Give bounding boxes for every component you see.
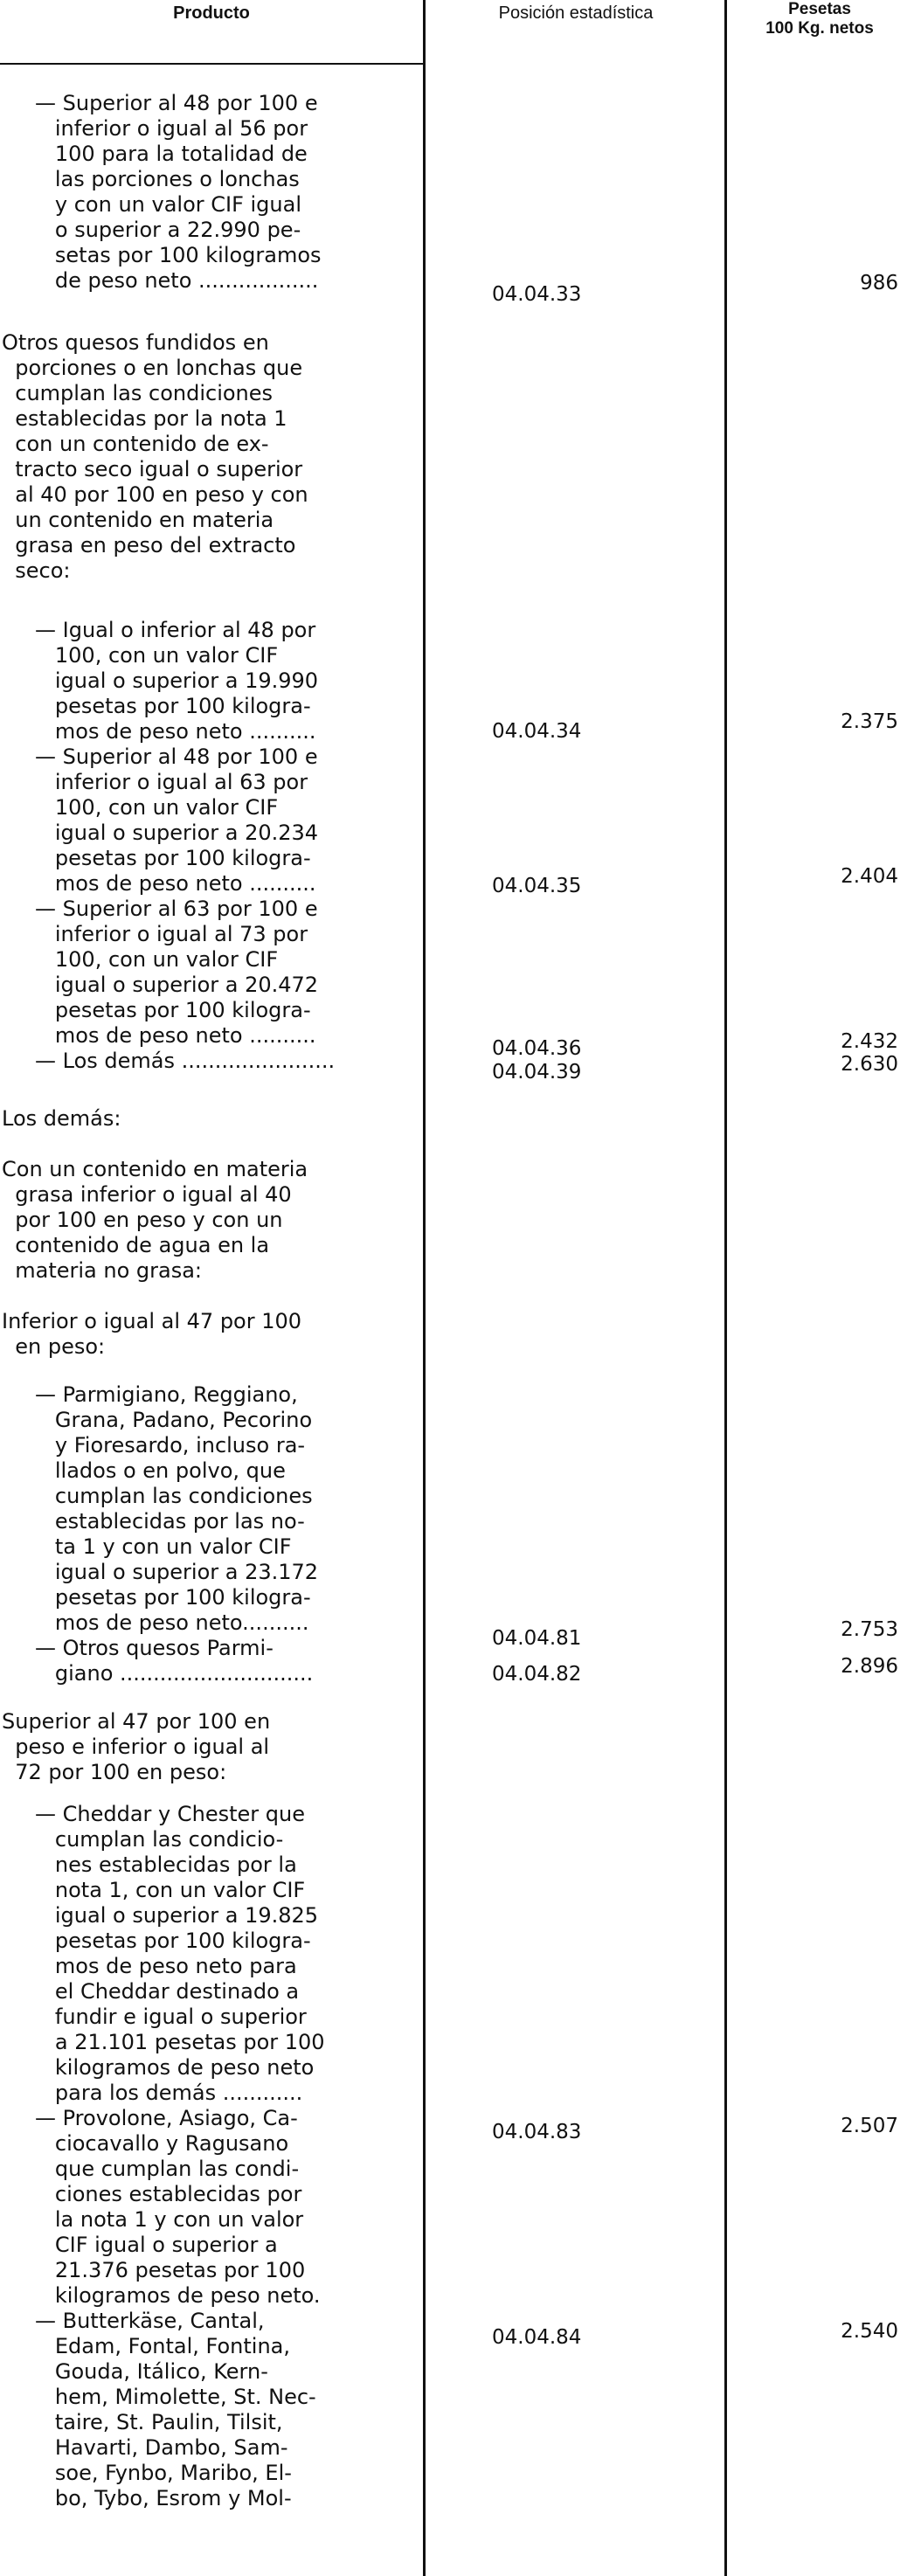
product-heading-otros-quesos-fundidos: Otros quesos fundidos en porciones o en lonchas que cumplan las condiciones establecidas por la nota 1 con un contenido de ex- tracto seco igual o superior al 40 por 100 en peso y con un contenido en materia grasa en peso del extracto seco: xyxy=(2,330,308,583)
price-value: 2.540 xyxy=(841,2320,898,2343)
product-desc-igual-inferior-48: — Igual o inferior al 48 por 100, con un valor CIF igual o superior a 19.990 pesetas por 100 kilogra- mos de peso neto .......... xyxy=(35,618,319,744)
product-desc-parmigiano-and-otros: — Parmigiano, Reggiano, Grana, Padano, Pecorino y Fioresardo, incluso ra- llados o en polvo, que cumplan las condiciones establecidas por las no- ta 1 y con un valor CIF igual o superior a 23.172 pesetas por 100 kilogra- mos de peso neto.......... — Otros quesos Parmi- giano ............................. xyxy=(35,1382,319,1686)
price-value: 2.507 xyxy=(841,2115,898,2137)
product-heading-superior-47-72: Superior al 47 por 100 en peso e inferior o igual al 72 por 100 en peso: xyxy=(2,1709,271,1784)
column-header-posicion: Posición estadística xyxy=(498,3,654,23)
product-heading-materia-grasa-40: Con un contenido en materia grasa inferior o igual al 40 por 100 en peso y con un contenido de agua en la materia no grasa: xyxy=(2,1157,308,1283)
position-code: 04.04.33 xyxy=(492,283,582,306)
position-code: 04.04.34 xyxy=(492,720,582,743)
pesetas-unit-label: 100 Kg. netos xyxy=(765,19,874,38)
position-code: 04.04.39 xyxy=(492,1061,582,1084)
column-header-producto: Producto xyxy=(173,3,250,23)
price-value: 2.753 xyxy=(841,1618,898,1641)
price-value: 2.404 xyxy=(841,865,898,888)
product-desc-superior-48-56: — Superior al 48 por 100 e inferior o igual al 56 por 100 para la totalidad de las porciones o lonchas y con un valor CIF igual o superior a 22.990 pe- setas por 100 kilogramos de peso neto .................. xyxy=(35,91,322,293)
price-value: 2.432 xyxy=(841,1030,898,1053)
product-desc-superior-48-63: — Superior al 48 por 100 e inferior o igual al 63 por 100, con un valor CIF igual o superior a 20.234 pesetas por 100 kilogra- mos de peso neto .......... xyxy=(35,744,319,896)
header-rule xyxy=(0,63,423,65)
product-heading-inferior-47: Inferior o igual al 47 por 100 en peso: xyxy=(2,1309,302,1359)
position-code: 04.04.84 xyxy=(492,2326,582,2349)
column-header-pesetas xyxy=(725,0,914,38)
product-desc-cheddar-provolone-butterkase: — Cheddar y Chester que cumplan las condicio- nes establecidas por la nota 1, con un valor CIF igual o superior a 19.825 pesetas por 100 kilogra- mos de peso neto para el Cheddar destinado a fundir e igual o superior a 21.101 pesetas por 100 kilogramos de peso neto para los demás ............ — Provolone, Asiago, Ca- ciocavallo y Ragusano que cumplan las condi- ciones establecidas por la nota 1 y con un valor CIF igual o superior a 21.376 pesetas por 100 kilogramos de peso neto. — Butterkäse, Cantal, Edam, Fontal, Fontina, Gouda, Itálico, Kern- hem, Mimolette, St. Nec- taire, St. Paulin, Tilsit, Havarti, Dambo, Sam- soe, Fynbo, Maribo, El- bo, Tybo, Esrom y Mol- xyxy=(35,1802,325,2510)
product-desc-superior-63-73-and-demas: — Superior al 63 por 100 e inferior o igual al 73 por 100, con un valor CIF igual o superior a 20.472 pesetas por 100 kilogra- mos de peso neto .......... — Los demás ....................... xyxy=(35,897,336,1073)
position-code: 04.04.36 xyxy=(492,1037,582,1060)
price-value: 2.630 xyxy=(841,1053,898,1076)
pesetas-label: Pesetas xyxy=(788,0,851,18)
price-value: 2.375 xyxy=(841,710,898,733)
price-value: 2.896 xyxy=(841,1655,898,1678)
price-value: 986 xyxy=(860,272,898,294)
position-code: 04.04.35 xyxy=(492,875,582,897)
position-code: 04.04.82 xyxy=(492,1663,582,1686)
position-code: 04.04.83 xyxy=(492,2121,582,2143)
column-divider-left xyxy=(423,0,426,2576)
column-divider-right xyxy=(724,0,727,2576)
position-code: 04.04.81 xyxy=(492,1627,582,1650)
product-heading-los-demas: Los demás: xyxy=(2,1106,121,1131)
